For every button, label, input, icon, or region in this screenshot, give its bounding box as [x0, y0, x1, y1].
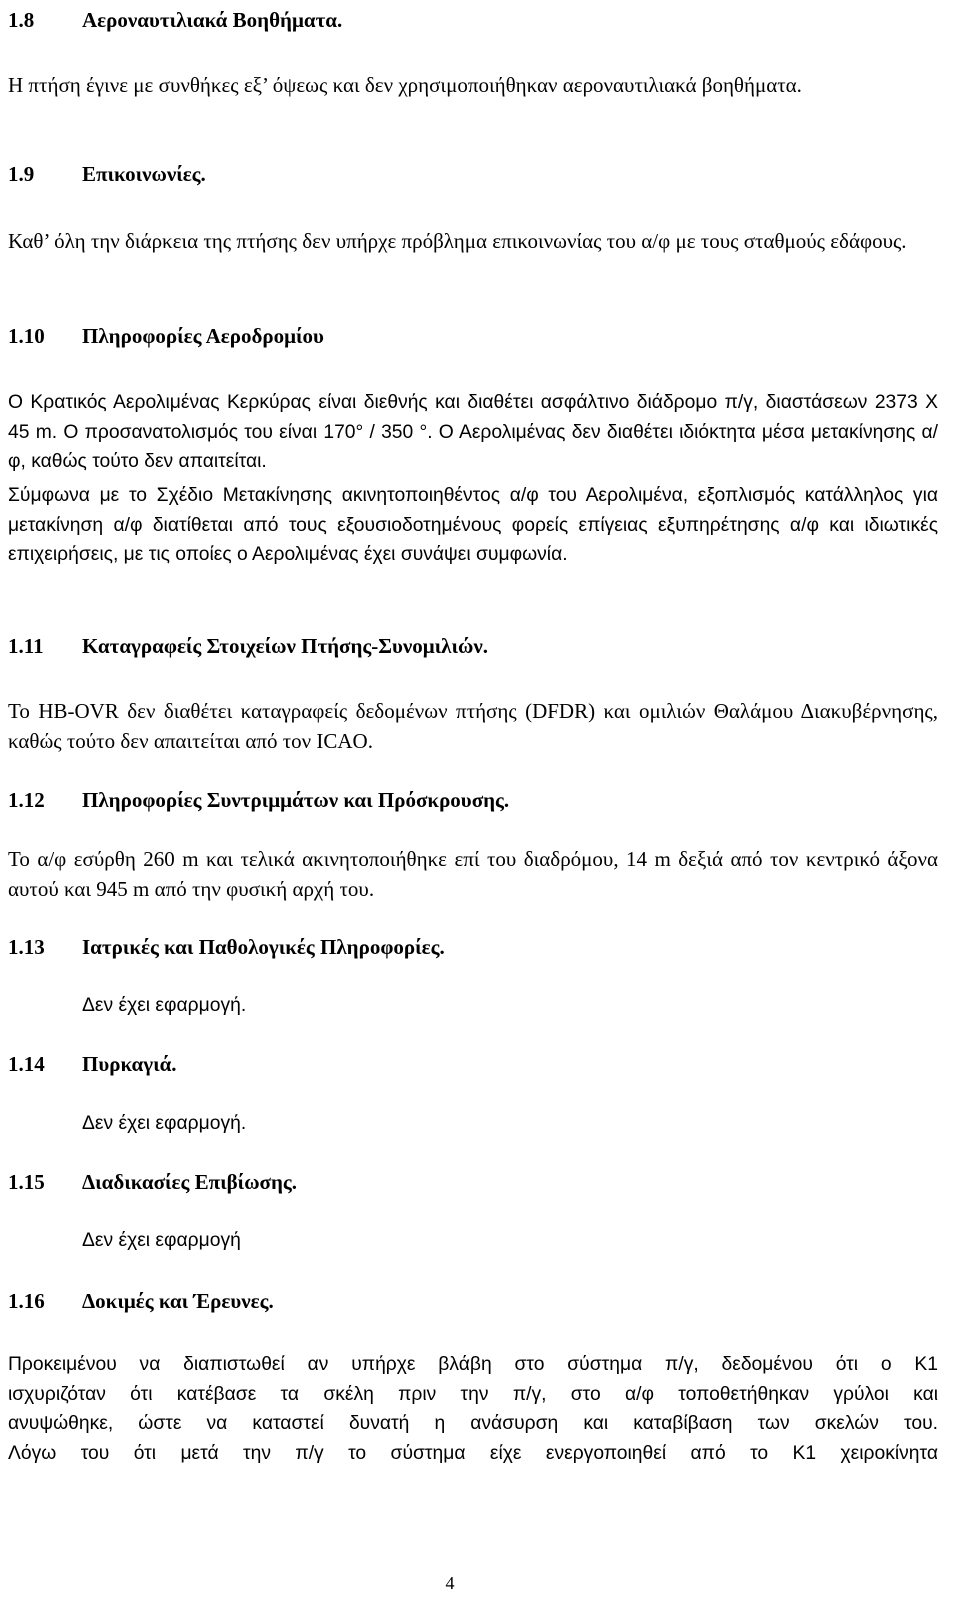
section-number: 1.16 [8, 1289, 45, 1313]
section-body-1-10-para2: Σύμφωνα με το Σχέδιο Μετακίνησης ακινητοποιηθέντος α/φ του Αερολιμένα, εξοπλισμός κατάλληλος για μετακίνηση α/φ διατίθεται από τους εξουσιοδοτημένους φορείς επίγειας εξυπηρέτησης α/φ και ιδιωτικές επιχειρήσεις, με τις οποίες ο Αερολιμένας έχει συνάψει συμφωνία. [8, 485, 938, 565]
section-title: Πυρκαγιά. [82, 1052, 177, 1076]
section-title: Ιατρικές και Παθολογικές Πληροφορίες. [82, 935, 445, 959]
section-number: 1.14 [8, 1052, 45, 1076]
section-heading-1-12 [8, 786, 509, 814]
body-line: Προκειμένου να διαπιστωθεί αν υπήρχε βλάβη στο σύστημα π/γ, δεδομένου ότι ο Κ1 [8, 1354, 938, 1375]
section-heading-1-13 [8, 933, 445, 961]
section-heading-1-15 [8, 1168, 297, 1196]
section-title: Πληροφορίες Αεροδρομίου [82, 324, 324, 348]
section-body-1-9: Καθ’ όλη την διάρκεια της πτήσης δεν υπήρχε πρόβλημα επικοινωνίας του α/φ με τους σταθμούς εδάφους. [8, 229, 907, 253]
section-heading-1-14 [8, 1050, 177, 1078]
section-number: 1.9 [8, 162, 35, 186]
page-number: 4 [445, 1573, 455, 1593]
body-line: ισχυριζόταν ότι κατέβασε τα σκέλη πριν την π/γ, στο α/φ τοποθετήθηκαν γρύλοι και [8, 1383, 938, 1405]
section-body-1-13: Δεν έχει εφαρμογή. [82, 995, 247, 1016]
section-title: Αεροναυτιλιακά Βοηθήματα. [82, 8, 343, 32]
section-body-1-15: Δεν έχει εφαρμογή [82, 1230, 241, 1251]
section-title: Πληροφορίες Συντριμμάτων και Πρόσκρουσης. [82, 788, 510, 812]
section-title: Καταγραφείς Στοιχείων Πτήσης-Συνομιλιών. [82, 634, 488, 658]
section-heading-1-16 [8, 1287, 274, 1315]
section-heading-1-8 [8, 6, 342, 34]
section-number: 1.12 [8, 788, 45, 812]
body-line: ανυψώθηκε, ώστε να καταστεί δυνατή η ανάσυρση και καταβίβαση των σκελών του. [8, 1413, 938, 1434]
section-title: Επικοινωνίες. [82, 162, 206, 186]
section-body-1-10-para1: Ο Κρατικός Αερολιμένας Κερκύρας είναι διεθνής και διαθέτει ασφάλτινο διάδρομο π/γ, διαστάσεων 2373 Χ 45 m. Ο προσανατολισμός του είναι 170° / 350 °. Ο Αερολιμένας δεν διαθέτει ιδιόκτητα μέσα μετακίνησης α/φ, καθώς τούτο δεν απαιτείται. [8, 392, 938, 472]
section-body-1-12: Το α/φ εσύρθη 260 m και τελικά ακινητοποιήθηκε επί του διαδρόμου, 14 m δεξιά από τον κεντρικό άξονα αυτού και 945 m από την φυσική αρχή του. [8, 847, 938, 901]
section-body-1-11: Το HB-OVR δεν διαθέτει καταγραφείς δεδομένων πτήσης (DFDR) και ομιλιών Θαλάμου Διακυβέρνησης, καθώς τούτο δεν απαιτείται από τον ICAO. [8, 699, 938, 753]
section-number: 1.11 [8, 634, 44, 658]
section-number: 1.8 [8, 8, 35, 32]
section-number: 1.13 [8, 935, 45, 959]
section-body-1-8: Η πτήση έγινε με συνθήκες εξ’ όψεως και δεν χρησιμοποιήθηκαν αεροναυτιλιακά βοηθήματα. [8, 73, 802, 97]
section-heading-1-11 [8, 632, 488, 660]
section-number: 1.10 [8, 324, 45, 348]
section-body-1-16 [8, 1350, 938, 1468]
section-title: Δοκιμές και Έρευνες. [82, 1289, 274, 1313]
section-body-1-14: Δεν έχει εφαρμογή. [82, 1113, 247, 1134]
section-heading-1-10 [8, 322, 324, 350]
section-number: 1.15 [8, 1170, 45, 1194]
section-heading-1-9 [8, 160, 206, 188]
section-title: Διαδικασίες Επιβίωσης. [82, 1170, 298, 1194]
body-line: Λόγω του ότι μετά την π/γ το σύστημα είχε ενεργοποιηθεί από το Κ1 χειροκίνητα [8, 1442, 938, 1464]
